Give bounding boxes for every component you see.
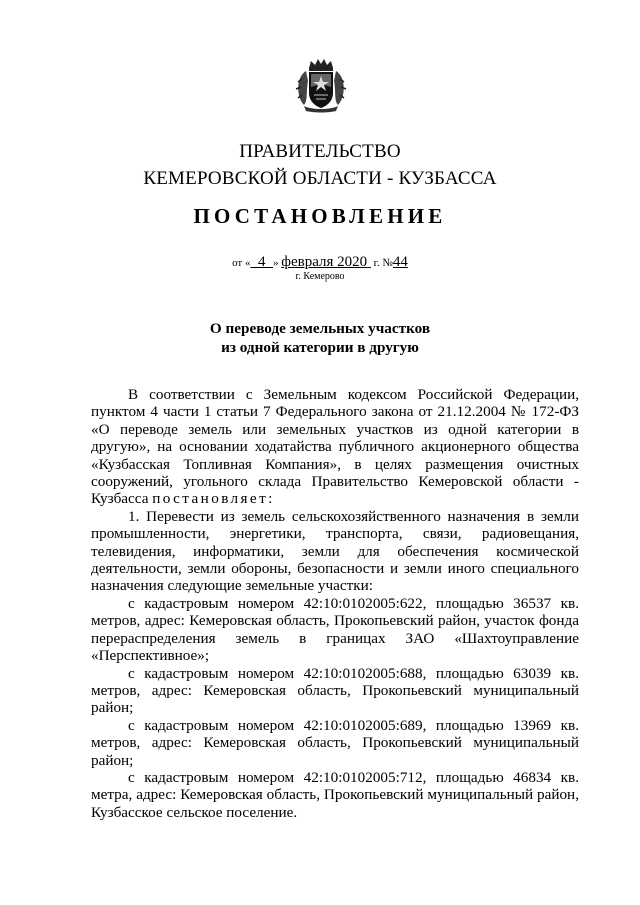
document-body [91,386,579,821]
coat-of-arms-emblem [294,57,348,113]
government-name-line2: КЕМЕРОВСКОЙ ОБЛАСТИ - КУЗБАССА [143,168,497,189]
document-type-title: ПОСТАНОВЛЕНИЕ [193,204,447,228]
date-quote-close: » [273,257,279,269]
land-plot-3: с кадастровым номером 42:10:0102005:689, площадью 13969 кв. метров, адрес: Кемеровская область, Прокопьевский муниципальный район; [91,716,579,769]
number-sign: № [382,257,393,269]
date-year-suffix: г. [373,257,380,269]
land-plot-2: с кадастровым номером 42:10:0102005:688, площадью 63039 кв. метров, адрес: Кемеровская область, Прокопьевский муниципальный район; [91,664,579,717]
intro-paragraph: В соответствии с Земельным кодексом Российской Федерации, пунктом 4 части 1 статьи 7 Федерального закона от 21.12.2004 № 172-ФЗ «О переводе земель или земельных участков из одной категории в другую», на основании ходатайства публичного акционерного общества «Кузбасская Топливная Компания», в целях размещения очистных сооружений, угольного склада Правительство Кемеровской области - Кузбасса постановляет: [91,386,579,508]
land-plot-4: с кадастровым номером 42:10:0102005:712, площадью 46834 кв. метра, адрес: Кемеровская область, Прокопьевский муниципальный район, Кузбасское сельское поселение. [91,768,579,821]
city-label: г. Кемерово [295,271,345,282]
land-plot-1: с кадастровым номером 42:10:0102005:622, площадью 36537 кв. метров, адрес: Кемеровская область, Прокопьевский район, участок фонда перераспределения земель в границах ЗАО «Шахтоуправление «Перспективное»; [91,594,579,665]
date-day: 4 [258,254,266,270]
resolution-heading [0,319,640,357]
date-number-line [0,254,640,271]
date-prefix: от « [232,257,251,269]
resolves-word: постановляет: [152,490,275,508]
heading-line1: О переводе земельных участков [209,320,431,337]
item-1-paragraph: 1. Перевести из земель сельскохозяйственного назначения в земли промышленности, энергетики, транспорта, связи, радиовещания, телевидения, информатики, земли для обеспечения космической деятельности, земли обороны, безопасности и земли иного специального назначения следующие земельные участки: [91,507,579,595]
heading-line2: из одной категории в другую [221,339,419,356]
date-month-year: февраля 2020 [281,254,368,270]
document-number: 44 [392,254,408,270]
government-name-line1: ПРАВИТЕЛЬСТВО [239,141,401,162]
